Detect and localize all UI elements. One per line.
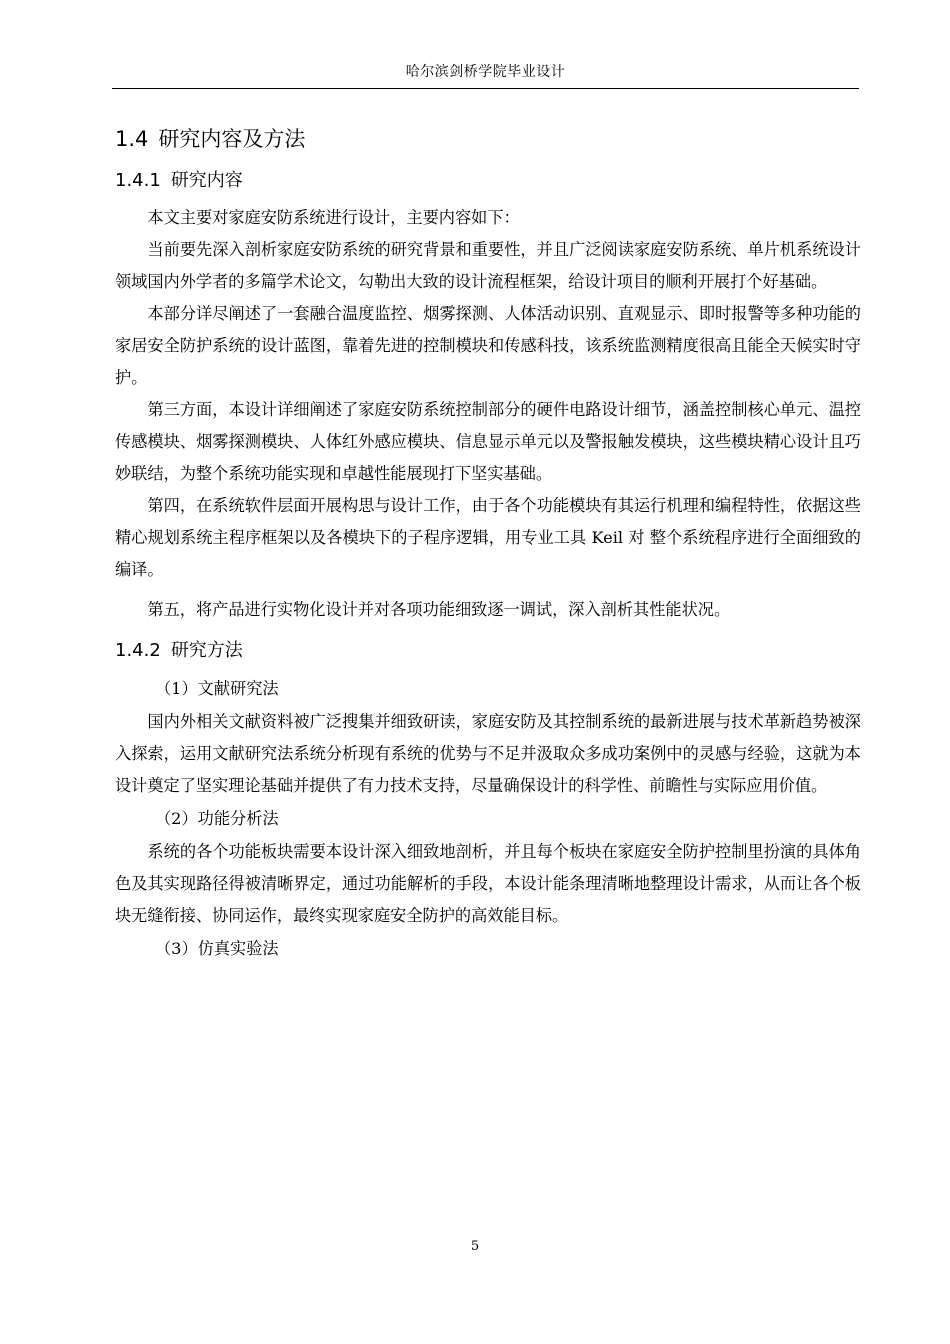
document-body [115, 118, 861, 966]
method-label-literature: （1）文献研究法 [155, 679, 279, 698]
subsection-title-1: 研究内容 [170, 170, 243, 191]
section-heading [115, 118, 861, 160]
paragraph-blueprint: 本部分详尽阐述了一套融合温度监控、烟雾探测、人体活动识别、直观显示、即时报警等多种功能的家居安全防护系统的设计蓝图，靠着先进的控制模块和传感科技，该系统监测精度很高且能全天候实时守护。 [115, 304, 861, 387]
subsection-heading-1 [115, 162, 861, 200]
paragraph-intro: 本文主要对家庭安防系统进行设计，主要内容如下： [147, 208, 520, 227]
paragraph-hardware: 第三方面，本设计详细阐述了家庭安防系统控制部分的硬件电路设计细节，涵盖控制核心单元、温控传感模块、烟雾探测模块、人体红外感应模块、信息显示单元以及警报触发模块，这些模块精心设计且巧妙联结，为整个系统功能实现和卓越性能展现打下坚实基础。 [115, 400, 861, 483]
paragraph-literature: 国内外相关文献资料被广泛搜集并细致研读，家庭安防及其控制系统的最新进展与技术革新趋势被深入探索，运用文献研究法系统分析现有系统的优势与不足并汲取众多成功案例中的灵感与经验，这就为本设计奠定了坚实理论基础并提供了有力技术支持，尽量确保设计的科学性、前瞻性与实际应用价值。 [115, 712, 861, 795]
page-number: 5 [470, 1239, 480, 1254]
page-header: 哈尔滨剑桥学院毕业设计 [405, 64, 566, 80]
method-label-function: （2）功能分析法 [155, 809, 279, 828]
paragraph-function: 系统的各个功能板块需要本设计深入细致地剖析，并且每个板块在家庭安全防护控制里扮演的具体角色及其实现路径得被清晰界定，通过功能解析的手段，本设计能条理清晰地整理设计需求，从而让各个板块无缝衔接、协同运作，最终实现家庭安全防护的高效能目标。 [115, 842, 861, 925]
header-rule [112, 88, 859, 89]
section-number: 1.4 [115, 127, 149, 151]
method-label-simulation: （3）仿真实验法 [155, 939, 279, 958]
subsection-number-1: 1.4.1 [115, 170, 161, 191]
subsection-title-2: 研究方法 [170, 640, 243, 661]
paragraph-background: 当前要先深入剖析家庭安防系统的研究背景和重要性，并且广泛阅读家庭安防系统、单片机系统设计领域国内外学者的多篇学术论文，勾勒出大致的设计流程框架，给设计项目的顺利开展打个好基础。 [115, 240, 861, 291]
paragraph-testing: 第五，将产品进行实物化设计并对各项功能细致逐一调试，深入剖析其性能状况。 [147, 600, 731, 619]
section-title: 研究内容及方法 [158, 127, 306, 151]
paragraph-software: 第四，在系统软件层面开展构思与设计工作，由于各个功能模块有其运行机理和编程特性，依据这些精心规划系统主程序框架以及各模块下的子程序逻辑，用专业工具 Keil 对 整个系统程序进行全面细致的编译。 [115, 496, 861, 579]
subsection-number-2: 1.4.2 [115, 640, 161, 661]
subsection-heading-2 [115, 632, 861, 670]
